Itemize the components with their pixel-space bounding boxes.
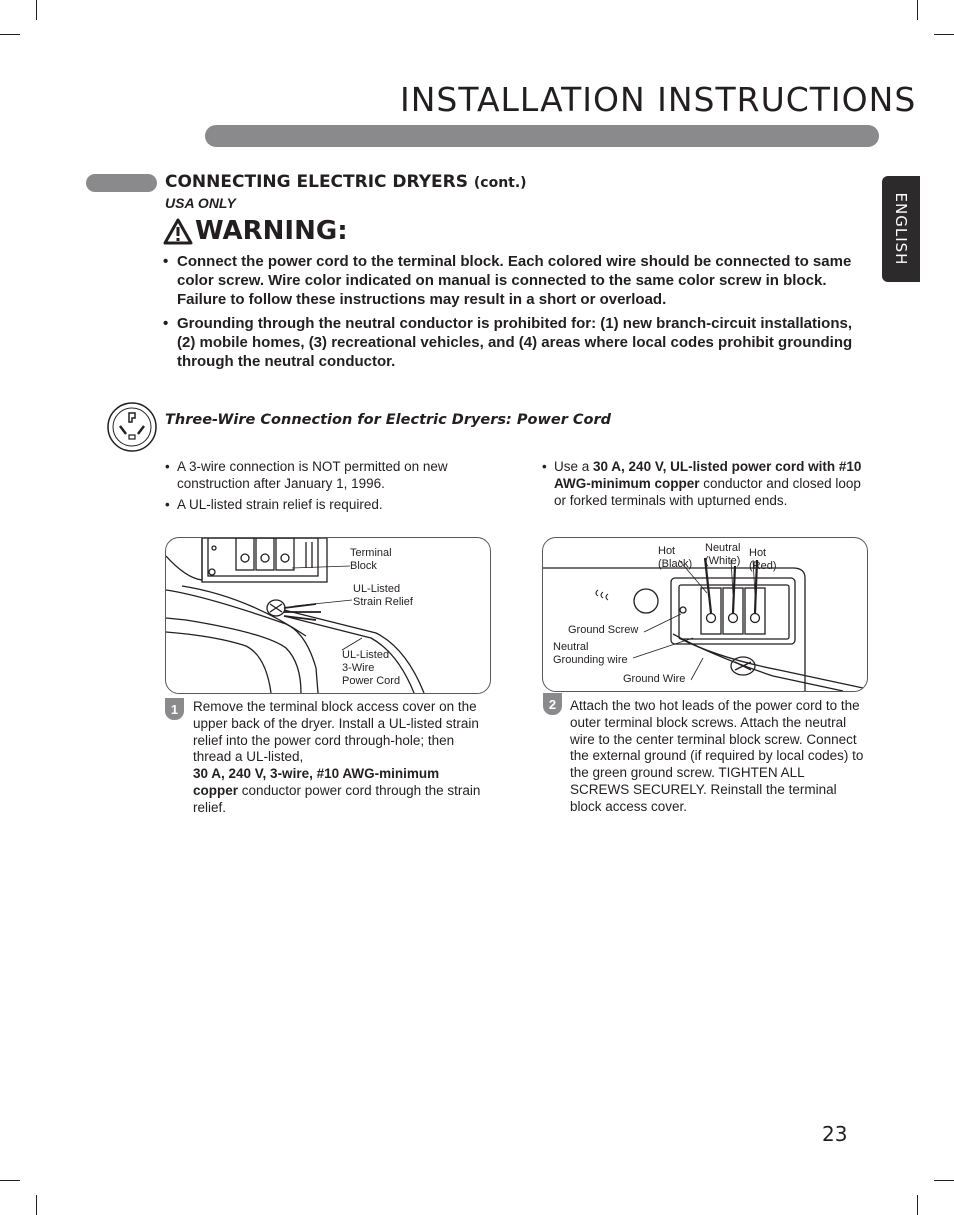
strain-relief-label: UL-Listed Strain Relief bbox=[353, 583, 413, 608]
bullet-item bbox=[542, 458, 862, 509]
step-2-number: 2 bbox=[543, 693, 562, 715]
warning-item: • Connect the power cord to the terminal block. Each colored wire should be connected to same color screw. Wire color indicated on manual is connected to the same color screw in block. Failure to follow these instructions may result in a short or overload. bbox=[163, 252, 853, 309]
section-subtitle: USA ONLY bbox=[165, 195, 236, 211]
crop-mark bbox=[0, 1180, 20, 1181]
figure-power-cord-install bbox=[165, 537, 491, 694]
step-1-text-a: Remove the terminal block access cover on the upper back of the dryer. Install a UL-listed strain relief into the power cord through-hole; then thread a UL-listed, bbox=[193, 699, 479, 765]
crop-mark bbox=[917, 0, 918, 20]
subsection-title: Three-Wire Connection for Electric Dryers: Power Cord bbox=[165, 412, 612, 428]
page-title: INSTALLATION INSTRUCTIONS bbox=[400, 80, 917, 119]
warning-list bbox=[163, 252, 853, 376]
three-prong-outlet-icon bbox=[105, 400, 159, 454]
dryer-back-illustration bbox=[166, 538, 490, 693]
bullet-item: • A UL-listed strain relief is required. bbox=[165, 496, 485, 513]
section-title bbox=[165, 172, 527, 192]
hot-red-label: Hot (Red) bbox=[749, 547, 777, 572]
crop-mark bbox=[36, 0, 37, 20]
step-1-number: 1 bbox=[165, 698, 184, 720]
hot-black-label: Hot (Black) bbox=[658, 545, 693, 570]
left-bullet-list bbox=[165, 458, 485, 517]
ground-screw-label: Ground Screw bbox=[568, 624, 639, 636]
bullet-prefix: Use a bbox=[554, 459, 594, 474]
bullet-bold: 30 A, 240 V, UL-listed power cord with #10 AWG-minimum copper bbox=[554, 459, 862, 491]
page-number: 23 bbox=[822, 1122, 848, 1146]
bullet-suffix: conductor and closed loop or forked terminals with upturned ends. bbox=[554, 476, 861, 508]
language-tab bbox=[882, 176, 920, 282]
section-title-text: CONNECTING ELECTRIC DRYERS bbox=[165, 172, 468, 192]
crop-mark bbox=[0, 34, 20, 35]
crop-mark bbox=[917, 1195, 918, 1215]
crop-mark bbox=[934, 34, 954, 35]
section-pill bbox=[86, 174, 157, 192]
bullet-item: • A 3-wire connection is NOT permitted on new construction after January 1, 1996. bbox=[165, 458, 485, 492]
crop-mark bbox=[36, 1195, 37, 1215]
neutral-white-label: Neutral (White) bbox=[705, 542, 741, 567]
ground-wire-label: Ground Wire bbox=[623, 673, 686, 685]
figure-terminal-block-wiring bbox=[542, 537, 868, 692]
section-title-suffix: (cont.) bbox=[473, 175, 527, 191]
step-2-text: Attach the two hot leads of the power cord to the outer terminal block screws. Attach the neutral wire to the center terminal block screw. Connect the external ground (if required by local codes) to the green ground screw. TIGHTEN ALL SCREWS SECURELY. Reinstall the terminal block access cover. bbox=[570, 698, 864, 814]
warning-heading-text: WARNING: bbox=[195, 216, 348, 246]
step-1-text-bold: 30 A, 240 V, 3-wire, #10 AWG-minimum copper bbox=[193, 766, 440, 798]
warning-heading bbox=[163, 216, 348, 246]
language-tab-label: ENGLISH bbox=[892, 192, 910, 266]
power-cord-label: UL-Listed 3-Wire Power Cord bbox=[342, 649, 401, 687]
neutral-grounding-wire-label: Neutral Grounding wire bbox=[553, 641, 628, 666]
warning-item: • Grounding through the neutral conductor is prohibited for: (1) new branch-circuit installations, (2) mobile homes, (3) recreational vehicles, and (4) areas where local codes prohibit grounding through the neutral conductor. bbox=[163, 314, 853, 371]
title-bar bbox=[205, 125, 879, 147]
step-1-text bbox=[193, 699, 483, 817]
terminal-block-label: Terminal Block bbox=[350, 547, 392, 572]
warning-icon bbox=[163, 218, 193, 245]
crop-mark bbox=[934, 1180, 954, 1181]
step-1-text-b: conductor power cord through the strain relief. bbox=[193, 782, 481, 815]
right-bullet-list bbox=[542, 458, 862, 513]
